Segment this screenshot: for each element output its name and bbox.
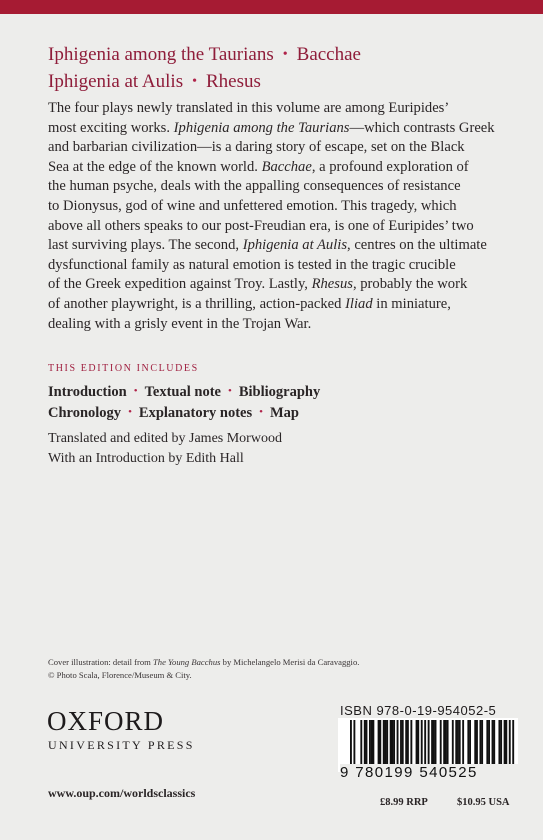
includes-item: Chronology <box>48 405 122 421</box>
price-gbp: £8.99 RRP <box>380 797 428 808</box>
cover-note-line: © Photo Scala, Florence/Museum & City. <box>48 669 192 680</box>
barcode-digits: 9 780199 540525 <box>340 764 520 781</box>
edition-includes-list <box>48 382 518 424</box>
cover-illustration-note <box>48 656 448 681</box>
includes-item: Bibliography <box>238 384 321 400</box>
bullet-separator: • <box>227 385 232 397</box>
blurb-line: Sea at the edge of the known world. Bacchae, a profound exploration of <box>48 158 469 175</box>
blurb-line: of the Greek expedition against Troy. Lastly, Rhesus, probably the work <box>48 276 468 293</box>
play-titles <box>48 42 518 96</box>
price-usd: $10.95 USA <box>457 797 510 808</box>
translator-credit: Translated and edited by James Morwood <box>48 431 282 446</box>
blurb-line: and barbarian civilization—is a daring story of escape, set on the Black <box>48 139 465 156</box>
blurb-line: most exciting works. Iphigenia among the Taurians—which contrasts Greek <box>48 119 495 136</box>
title-line-2 <box>48 69 518 96</box>
title-line-1 <box>48 42 518 69</box>
blurb-line: of another playwright, is a thrilling, action-packed Iliad in miniature, <box>48 295 451 312</box>
includes-item: Textual note <box>144 384 221 400</box>
description-blurb <box>48 99 510 334</box>
title-bacchae: Bacchae <box>296 44 361 65</box>
isbn-label: ISBN 978-0-19-954052-5 <box>340 703 497 718</box>
top-color-band <box>0 0 543 14</box>
title-iphigenia-aulis: Iphigenia at Aulis <box>48 71 184 92</box>
title-iphigenia-taurians: Iphigenia among the Taurians <box>48 44 274 65</box>
blurb-line: dysfunctional family as natural emotion is tested in the tragic crucible <box>48 256 456 273</box>
title-rhesus: Rhesus <box>206 71 261 92</box>
bullet-separator: • <box>192 74 197 89</box>
blurb-line: above all others speaks to our post-Freudian era, is one of Euripides’ two <box>48 217 474 234</box>
cover-note-line: Cover illustration: detail from The Young Bacchus by Michelangelo Merisi da Caravaggio. <box>48 657 360 667</box>
blurb-line: last surviving plays. The second, Iphigenia at Aulis, centres on the ultimate <box>48 237 487 254</box>
oxford-logo: OXFORD <box>47 706 165 736</box>
bullet-separator: • <box>282 47 288 62</box>
includes-item: Map <box>269 405 299 421</box>
edition-includes-heading: THIS EDITION INCLUDES <box>48 363 199 374</box>
blurb-line: The four plays newly translated in this volume are among Euripides’ <box>48 100 450 116</box>
bullet-separator: • <box>259 406 263 418</box>
includes-item: Explanatory notes <box>138 405 253 421</box>
blurb-line: to Dionysus, god of wine and unfettered emotion. This tragedy, which <box>48 197 457 214</box>
bullet-separator: • <box>133 385 138 397</box>
includes-row-2 <box>48 403 518 424</box>
includes-row-1 <box>48 382 518 403</box>
introduction-credit: With an Introduction by Edith Hall <box>48 450 244 466</box>
blurb-line: dealing with a grisly event in the Trojan War. <box>48 315 312 332</box>
blurb-line: the human psyche, deals with the appalling consequences of resistance <box>48 178 461 195</box>
publisher-url[interactable]: www.oup.com/worldsclassics <box>48 786 196 800</box>
includes-item: Introduction <box>48 384 127 400</box>
bullet-separator: • <box>128 406 132 418</box>
credits <box>48 429 282 468</box>
university-press-logo: UNIVERSITY PRESS <box>48 738 195 752</box>
